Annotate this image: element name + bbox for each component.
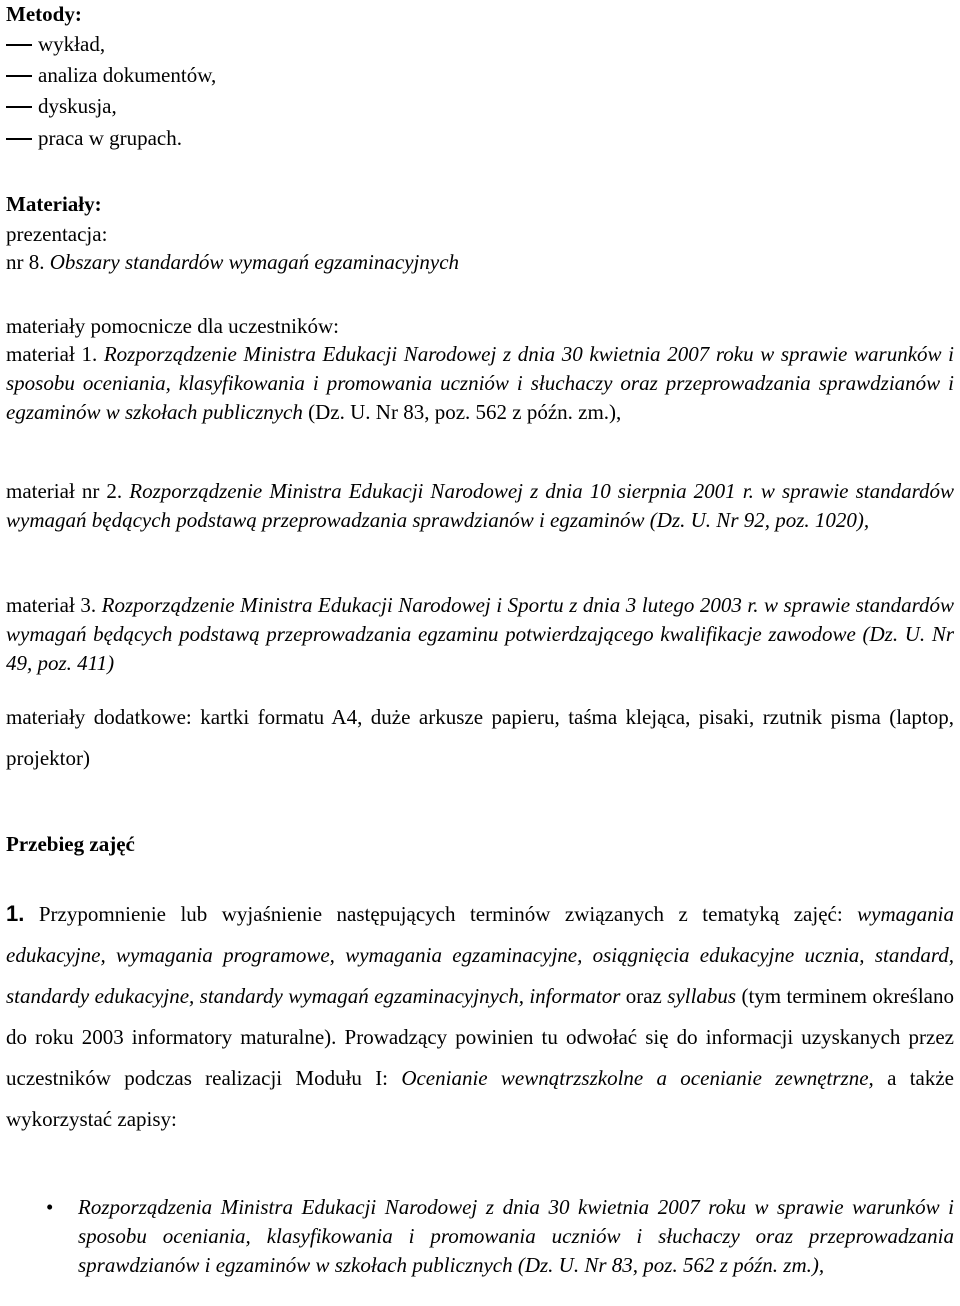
pomocnicze-label: materiały pomocnicze dla uczestników: <box>6 314 339 338</box>
material-3-label: materiał 3. <box>6 593 102 617</box>
przebieg-heading: Przebieg zajęć <box>6 832 135 856</box>
metody-item-label: praca w grupach. <box>38 126 183 150</box>
material-1-label: materiał 1. <box>6 342 104 366</box>
metody-item-label: analiza dokumentów, <box>38 63 217 87</box>
material-3 <box>6 591 954 678</box>
dash-icon <box>6 75 32 77</box>
metody-item-label: wykład, <box>38 32 106 56</box>
bullet-ref: (Dz. U. Nr 83, poz. 562 z późn. zm.), <box>512 1253 825 1277</box>
materialy-heading: Materiały: <box>6 192 102 216</box>
prezentacja-label: prezentacja: <box>6 222 108 246</box>
dash-icon <box>6 44 32 46</box>
material-1 <box>6 340 954 427</box>
material-2-title: Rozporządzenie Ministra Edukacji Narodowej z dnia 10 sierpnia 2001 r. w sprawie standardów wymagań będących podstawą przeprowadzania sprawdzianów i egzaminów (Dz. U. Nr 92, poz. 1020), <box>6 479 954 532</box>
step-1-end: a także wykorzystać zapisy: <box>6 1066 954 1131</box>
metody-item-3 <box>6 91 954 122</box>
dash-icon <box>6 138 32 140</box>
bullet-icon: • <box>46 1195 54 1219</box>
materialy-dodatkowe: materiały dodatkowe: kartki formatu A4, duże arkusze papieru, taśma klejąca, pisaki, rzutnik pisma (laptop, projektor) <box>6 705 954 770</box>
metody-item-2 <box>6 60 954 91</box>
step-1-terms: wymagania edukacyjne, wymagania programowe, wymagania egzaminacyjne, osiągnięcia edukacyjne ucznia, standard, standardy edukacyjne, standardy wymagań egzaminacyjnych, informator <box>6 902 954 1008</box>
step-1-intro: Przypomnienie lub wyjaśnienie następujących terminów związanych z tematyką zajęć: <box>24 902 858 926</box>
step-1-module: Ocenianie wewnątrzszkolne a ocenianie zewnętrzne, <box>401 1066 874 1090</box>
step-1-syllabus: syllabus <box>667 984 737 1008</box>
material-1-ref: (Dz. U. Nr 83, poz. 562 z późn. zm.), <box>302 400 622 424</box>
material-1-title: Rozporządzenie Ministra Edukacji Narodowej z dnia 30 kwietnia 2007 roku w sprawie warunków i sposobu oceniania, klasyfikowania i promowania uczniów i słuchaczy oraz przeprowadzania sprawdzianów i egzaminów w szkołach publicznych <box>6 342 955 424</box>
material-2-label: materiał nr 2. <box>6 479 130 503</box>
step-number: 1. <box>6 901 25 926</box>
prezentacja-item <box>6 247 954 278</box>
step-1-oraz: oraz <box>620 984 668 1008</box>
metody-item-4 <box>6 123 954 154</box>
prezentacja-title: Obszary standardów wymagań egzaminacyjnych <box>49 250 460 274</box>
metody-item-1 <box>6 29 954 60</box>
przebieg-step-1 <box>6 893 954 1140</box>
material-3-title: Rozporządzenie Ministra Edukacji Narodowej i Sportu z dnia 3 lutego 2003 r. w sprawie standardów wymagań będących podstawą przeprowadzania egzaminu potwierdzającego kwalifikacje zawodowe (Dz. U. Nr 49, poz. 411) <box>6 593 955 675</box>
dash-icon <box>6 106 32 108</box>
metody-item-label: dyskusja, <box>38 94 117 118</box>
bullet-title: Rozporządzenia Ministra Edukacji Narodowej z dnia 30 kwietnia 2007 roku w sprawie warunków i sposobu oceniania, klasyfikowania i promowania uczniów i słuchaczy oraz przeprowadzania sprawdzianów i egzaminów w szkołach publicznych <box>78 1195 954 1277</box>
bullet-text <box>78 1193 954 1280</box>
metody-heading: Metody: <box>6 2 82 26</box>
prezentacja-number: nr 8. <box>6 250 50 274</box>
material-2 <box>6 477 954 535</box>
step-1-tail: (tym terminem określano do roku 2003 informatory maturalne). Prowadzący powinien tu odwołać się do informacji uzyskanych przez uczestników podczas realizacji Modułu I: <box>6 984 955 1090</box>
